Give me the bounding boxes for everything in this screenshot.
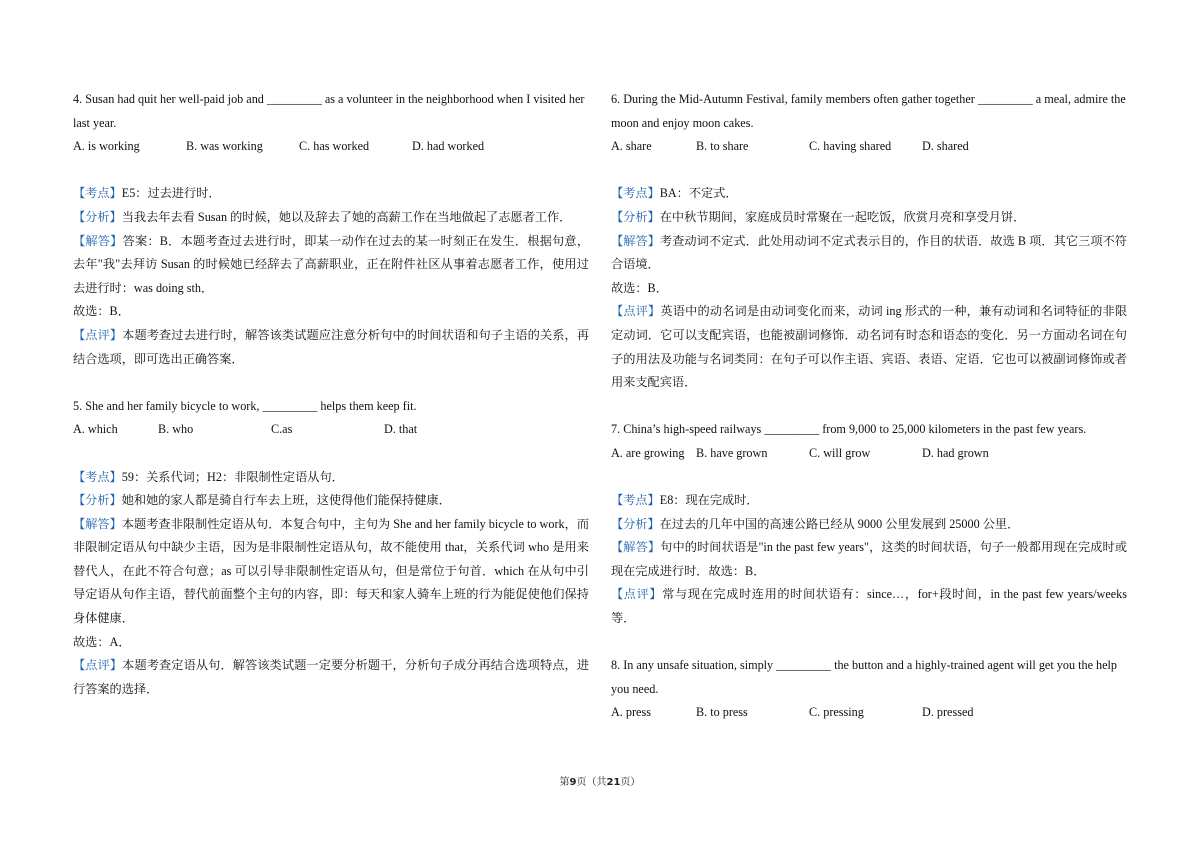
jieda-label: 【解答】 [73,233,123,248]
option-d: D. pressed [922,705,974,720]
option-a: A. which [73,422,118,437]
answer-line: 故选：A． [73,634,131,649]
option-a: A. is working [73,139,140,154]
option-c: C. having shared [809,139,892,154]
jieda-section [73,230,589,301]
option-b: B. was working [186,139,263,154]
dianping-label: 【点评】 [611,587,663,602]
dianping-section [73,654,589,701]
kaodian-text: BA：不定式． [659,186,738,201]
question-stem: 6. During the Mid-Autumn Festival, family members often gather together _________ a meal, admire the moon and enjoy moon cakes. [611,92,1126,130]
kaodian-label: 【考点】 [73,469,122,484]
option-b: B. to press [696,705,748,720]
jieda-section [611,536,1127,583]
fenxi-text: 她和她的家人都是骑自行车去上班，这使得他们能保持健康． [121,493,451,508]
jieda-label: 【解答】 [73,516,122,531]
option-c: C. has worked [299,139,370,154]
left-column [73,88,589,701]
fenxi-label: 【分析】 [611,516,660,531]
jieda-section [611,230,1127,277]
option-d: D. that [384,422,418,437]
jieda-section [73,513,589,631]
question-4 [73,88,589,371]
dianping-label: 【点评】 [611,304,661,319]
option-c: C. pressing [809,705,864,720]
dianping-label: 【点评】 [73,327,123,342]
option-c: C. will grow [809,445,871,460]
dianping-text: 本题考查过去进行时，解答该类试题应注意分析句中的时间状语和句子主语的关系，再结合选项，即可选出正确答案． [73,327,590,366]
options-row [611,135,1127,159]
option-a: A. press [611,705,651,720]
kaodian-label: 【考点】 [73,186,122,201]
fenxi-text: 当我去年去看 Susan 的时候，她以及辞去了她的高薪工作在当地做起了志愿者工作． [121,209,572,224]
jieda-text: 答案：B．本题考查过去进行时，即某一动作在过去的某一时刻正在发生．根据句意，去年"我"去拜访 Susan 的时候她已经辞去了高薪职业，正在附件社区从事着志愿者工作，使用过去进行时：was doing sth． [73,233,590,295]
answer-line: 故选：B． [611,280,668,295]
answer-line: 故选：B． [73,304,130,319]
options-row [611,442,1127,466]
fenxi-text: 在中秋节期间，家庭成员时常聚在一起吃饭，欣赏月亮和享受月饼． [659,209,1026,224]
options-row [611,701,1127,725]
question-7 [611,418,1127,630]
option-a: A. are growing [611,445,685,460]
options-row [73,135,589,159]
option-b: B. to share [696,139,749,154]
option-b: B. have grown [696,445,768,460]
kaodian-section [611,489,1127,513]
fenxi-label: 【分析】 [73,493,122,508]
footer-pre: 第 [559,777,570,788]
jieda-text: 考查动词不定式．此处用动词不定式表示目的，作目的状语．故选 B 项．其它三项不符合语境． [611,233,1127,272]
option-b: B. who [158,422,194,437]
current-page-number: 9 [569,777,577,788]
kaodian-section [73,182,589,206]
options-row [73,418,589,442]
kaodian-section [73,466,589,490]
question-stem: 8. In any unsafe situation, simply _________ the button and a highly-trained agent will get you the help you need. [611,658,1118,696]
fenxi-label: 【分析】 [611,209,660,224]
footer-post: 页） [620,777,641,788]
kaodian-label: 【考点】 [611,186,660,201]
option-d: D. had worked [412,139,485,154]
fenxi-section [73,489,589,513]
dianping-label: 【点评】 [73,658,123,673]
jieda-text: 本题考查非限制性定语从句．本复合句中，主句为 She and her family bicycle to work，而非限制定语从句中缺少主语，因为是非限制性定语从句，故不能使用 that，关系代词 who 是用来替代人，在此不符合句意；as 可以引导非限制性定语从句，但是常位于句首．which 在从句中引导定语从句作主语，替代前面整个主句的内容，即：每天和家人骑车上班的行为能促使他们保持身体健康． [73,516,590,626]
option-a: A. share [611,139,652,154]
kaodian-text: E5：过去进行时． [121,186,221,201]
dianping-text: 常与现在完成时连用的时间状语有：since…，for+段时间，in the past few years/weeks 等． [611,587,1128,626]
dianping-section [73,324,589,371]
page-footer [0,773,1200,788]
jieda-text: 句中的时间状语是"in the past few years"，这类的时间状语，句子一般都用现在完成时或现在完成进行时．故选：B． [611,540,1128,578]
kaodian-section [611,182,1127,206]
fenxi-section [611,513,1127,537]
question-stem: 4. Susan had quit her well-paid job and _________ as a volunteer in the neighborhood when I visited her last year. [73,92,585,130]
footer-mid: 页（共 [576,777,607,788]
right-column [611,88,1127,725]
fenxi-text: 在过去的几年中国的高速公路已经从 9000 公里发展到 25000 公里． [659,516,1020,531]
option-c: C.as [271,422,293,437]
fenxi-label: 【分析】 [73,209,122,224]
option-d: D. shared [922,139,969,154]
question-6 [611,88,1127,395]
fenxi-section [73,206,589,230]
kaodian-text: E8：现在完成时． [659,493,759,508]
question-stem: 5. She and her family bicycle to work, _________ helps them keep fit. [73,398,417,413]
question-stem: 7. China’s high-speed railways _________ from 9,000 to 25,000 kilometers in the past few years. [611,422,1087,437]
jieda-label: 【解答】 [611,540,661,555]
dianping-text: 英语中的动名词是由动词变化而来，动词 ing 形式的一种，兼有动词和名词特征的非限定动词．它可以支配宾语，也能被副词修饰．动名词有时态和语态的变化．另一方面动名词在句子的用法及功能与名词类同：在句子可以作主语、宾语、表语、定语．它也可以被副词修饰或者用来支配宾语． [611,304,1128,390]
question-8 [611,654,1127,725]
option-d: D. had grown [922,445,989,460]
kaodian-label: 【考点】 [611,493,660,508]
jieda-label: 【解答】 [611,233,660,248]
dianping-section [611,583,1127,630]
dianping-text: 本题考查定语从句．解答该类试题一定要分析题干，分析句子成分再结合选项特点，进行答案的选择． [73,658,590,696]
fenxi-section [611,206,1127,230]
kaodian-text: 59：关系代词；H2：非限制性定语从句． [121,469,344,484]
question-5 [73,395,589,702]
dianping-section [611,300,1127,394]
total-page-count: 21 [606,777,621,788]
